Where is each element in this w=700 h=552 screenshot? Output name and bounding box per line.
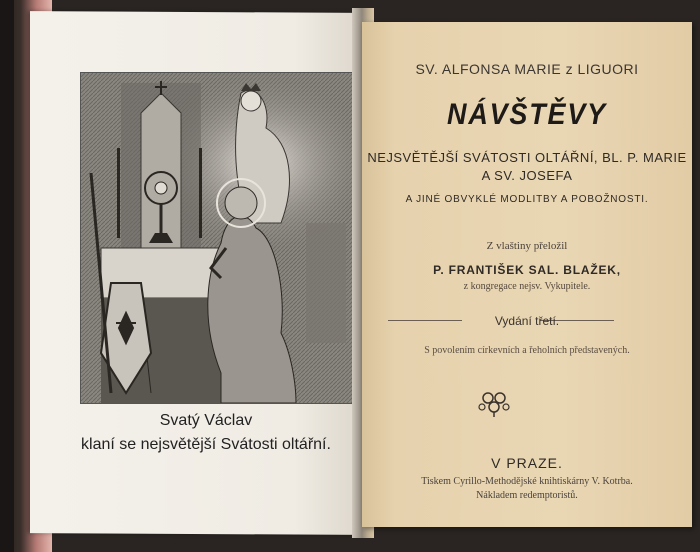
printer-text: Tiskem Cyrillo-Methodějské knihtiskárny V. Kotrba. [421,476,633,487]
author-heading: SV. ALFONSA MARIE z LIGUORI [415,61,639,77]
caption-line-1: Svatý Václav [159,412,253,429]
edition-text: Vydání třetí. [494,314,560,328]
cover-shadow [0,0,14,552]
translated-by-text: Z vlaštiny přeložil [486,240,568,252]
caption-line-2: klaní se nejsvětější Svátosti oltářní. [81,436,331,453]
permission-text: S povolením církevních a řeholních představených. [424,345,630,356]
book-title: NÁVŠTĚVY [447,98,607,131]
engraving-illustration [80,72,354,404]
subtitle-line-3: A JINÉ OBVYKLÉ MODLITBY A POBOŽNOSTI. [405,194,649,205]
subtitle-line-2: A SV. JOSEFA [481,168,573,183]
translator-name: P. FRANTIŠEK SAL. BLAŽEK, [433,263,621,277]
floral-ornament-icon [474,388,514,418]
subtitle-line-1: NEJSVĚTĚJŠÍ SVÁTOSTI OLTÁŘNÍ, BL. P. MARIE [367,150,687,165]
congregation-text: z kongregace nejsv. Vykupitele. [463,281,591,292]
publisher-text: Nákladem redemptoristů. [476,490,578,501]
place-of-print: V PRAZE. [491,455,563,471]
